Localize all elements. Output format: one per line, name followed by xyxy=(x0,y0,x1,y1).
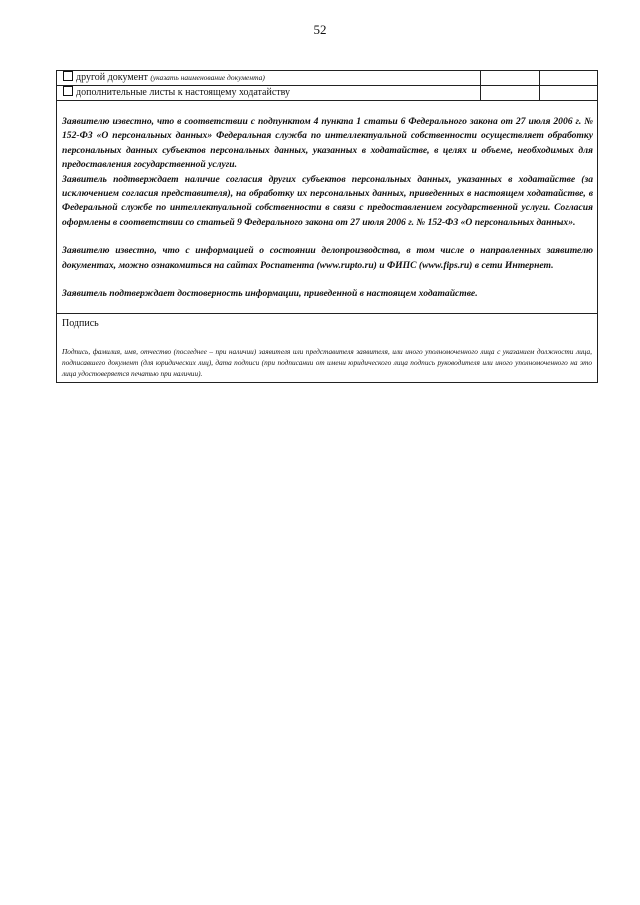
other-document-checkbox[interactable] xyxy=(63,71,73,81)
notice-paragraph-accuracy: Заявитель подтверждает достоверность информации, приведенной в настоящем ходатайстве. xyxy=(62,288,478,300)
page-number: 52 xyxy=(313,22,327,37)
notice-cell xyxy=(57,101,598,314)
other-document-label: другой документ xyxy=(76,72,148,83)
other-document-field-2[interactable] xyxy=(540,71,598,86)
notice-paragraph-personal-data: Заявителю известно, что в соответствии с подпунктом 4 пункта 1 статьи 6 Федерального закона от 27 июля 2006 г. № 152-ФЗ «О персональных данных» Федеральная служба по интеллектуальной собственности осуществляет обработку персональных данных субъектов персональных данных, указанных в ходатайстве, в целях и объеме, необходимых для предоставления государственной услуги. xyxy=(62,116,593,171)
row-signature xyxy=(57,314,598,382)
additional-sheets-checkbox[interactable] xyxy=(63,86,73,96)
additional-sheets-field-1[interactable] xyxy=(481,86,540,101)
notice-paragraph-consent: Заявитель подтверждает наличие согласия других субъектов персональных данных, указанных в ходатайстве (за исключением согласия представителя), на обработку их персональных данных, приведенных в настоящем ходатайстве, в Федеральной службе по интеллектуальной собственности в связи с предоставлением государственной услуги. Согласия оформлены в соответствии со статьей 9 Федерального закона от 27 июля 2006 г. № 152-ФЗ «О персональных данных». xyxy=(62,173,593,228)
row-other-document xyxy=(57,71,598,86)
other-document-cell xyxy=(57,71,481,86)
signature-cell[interactable] xyxy=(57,314,598,382)
notice-paragraph-websites: Заявителю известно, что с информацией о состоянии делопроизводства, в том числе о направленных заявителю документах, можно ознакомиться на сайтах Роспатента (www.rupto.ru) и ФИПС (www.fips.ru) в сети Интернет. xyxy=(62,245,593,271)
row-additional-sheets xyxy=(57,86,598,101)
additional-sheets-cell xyxy=(57,86,481,101)
petition-form-table xyxy=(56,70,598,383)
other-document-field-1[interactable] xyxy=(481,71,540,86)
additional-sheets-field-2[interactable] xyxy=(540,86,598,101)
other-document-hint: (указать наименование документа) xyxy=(150,73,265,82)
additional-sheets-label: дополнительные листы к настоящему ходатайству xyxy=(76,87,291,98)
signature-label: Подпись xyxy=(62,318,99,330)
row-notice xyxy=(57,101,598,314)
signature-hint: Подпись, фамилия, имя, отчество (последнее – при наличии) заявителя или представителя заявителя, или иного уполномоченного лица с указанием должности лица, подписавшего документ (для юридических лиц), дата подписи (при подписании от имени юридического лица подпись руководителя или иного уполномоченного на это лица удостоверяется печатью при наличии). xyxy=(62,347,592,379)
